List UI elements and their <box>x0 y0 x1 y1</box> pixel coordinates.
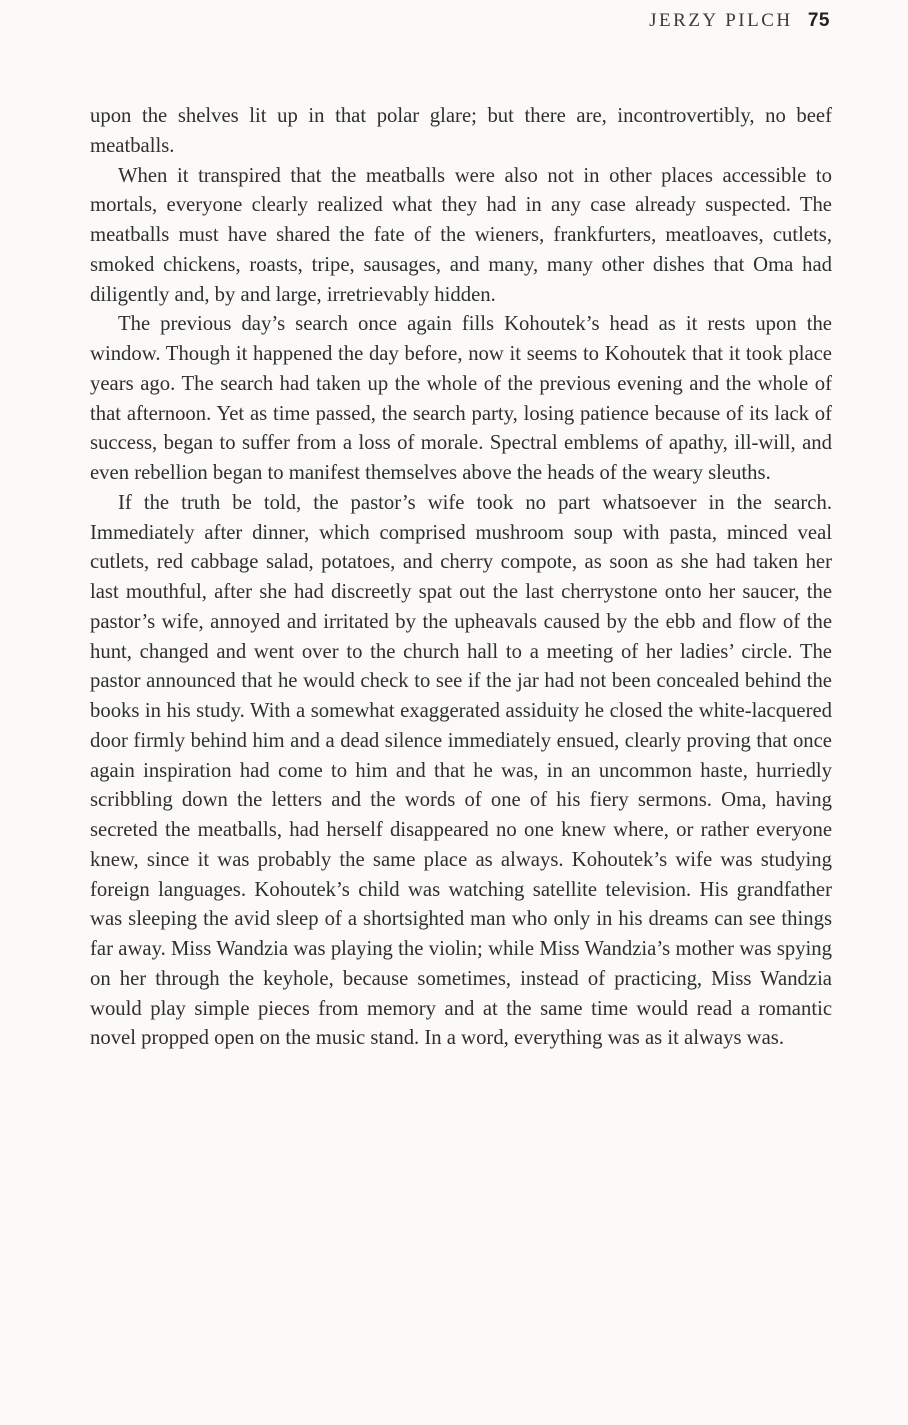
running-head <box>649 10 830 32</box>
paragraph-continued: upon the shelves lit up in that polar glare; but there are, incontrovertibly, no beef meatballs. <box>90 105 832 157</box>
page-number: 75 <box>807 10 830 31</box>
paragraph: If the truth be told, the pastor’s wife took no part whatsoever in the search. Immediately after dinner, which comprised mushroom soup with pasta, minced veal cutlets, red cabbage salad, potatoes, and cherry compote, as soon as she had taken her last mouthful, after she had discreetly spat out the last cherrystone onto her saucer, the pastor’s wife, annoyed and irritated by the upheavals caused by the ebb and flow of the hunt, changed and went over to the church hall to a meeting of her ladies’ circle. The pastor announced that he would check to see if the jar had not been concealed behind the books in his study. With a somewhat exaggerated assiduity he closed the white-lacquered door firmly behind him and a dead silence immediately ensued, clearly proving that once again inspiration had come to him and that he was, in an uncommon haste, hurriedly scribbling down the letters and the words of one of his fiery sermons. Oma, having secreted the meatballs, had herself disappeared no one knew where, or rather everyone knew, since it was probably the same place as always. Kohoutek’s wife was studying foreign languages. Kohoutek’s child was watching satellite television. His grandfather was sleeping the avid sleep of a shortsighted man who only in his dreams can see things far away. Miss Wandzia was playing the violin; while Miss Wandzia’s mother was spying on her through the keyhole, because sometimes, instead of practicing, Miss Wandzia would play simple pieces from memory and at the same time would read a romantic novel propped open on the music stand. In a word, everything was as it always was. <box>90 491 832 1050</box>
body-text <box>90 102 832 1054</box>
running-head-author: JERZY PILCH <box>649 10 793 31</box>
paragraph: The previous day’s search once again fills Kohoutek’s head as it rests upon the window. Though it happened the day before, now it seems to Kohoutek that it took place years ago. The search had taken up the whole of the previous evening and the whole of that afternoon. Yet as time passed, the search party, losing patience because of its lack of success, began to suffer from a loss of morale. Spectral emblems of apathy, ill-will, and even rebellion began to manifest themselves above the heads of the weary sleuths. <box>90 313 832 484</box>
paragraph: When it transpired that the meatballs were also not in other places accessible to mortals, everyone clearly realized what they had in any case already suspected. The meatballs must have shared the fate of the wieners, frankfurters, meatloaves, cutlets, smoked chickens, roasts, tripe, sausages, and many, many other dishes that Oma had diligently and, by and large, irretrievably hidden. <box>90 164 832 306</box>
